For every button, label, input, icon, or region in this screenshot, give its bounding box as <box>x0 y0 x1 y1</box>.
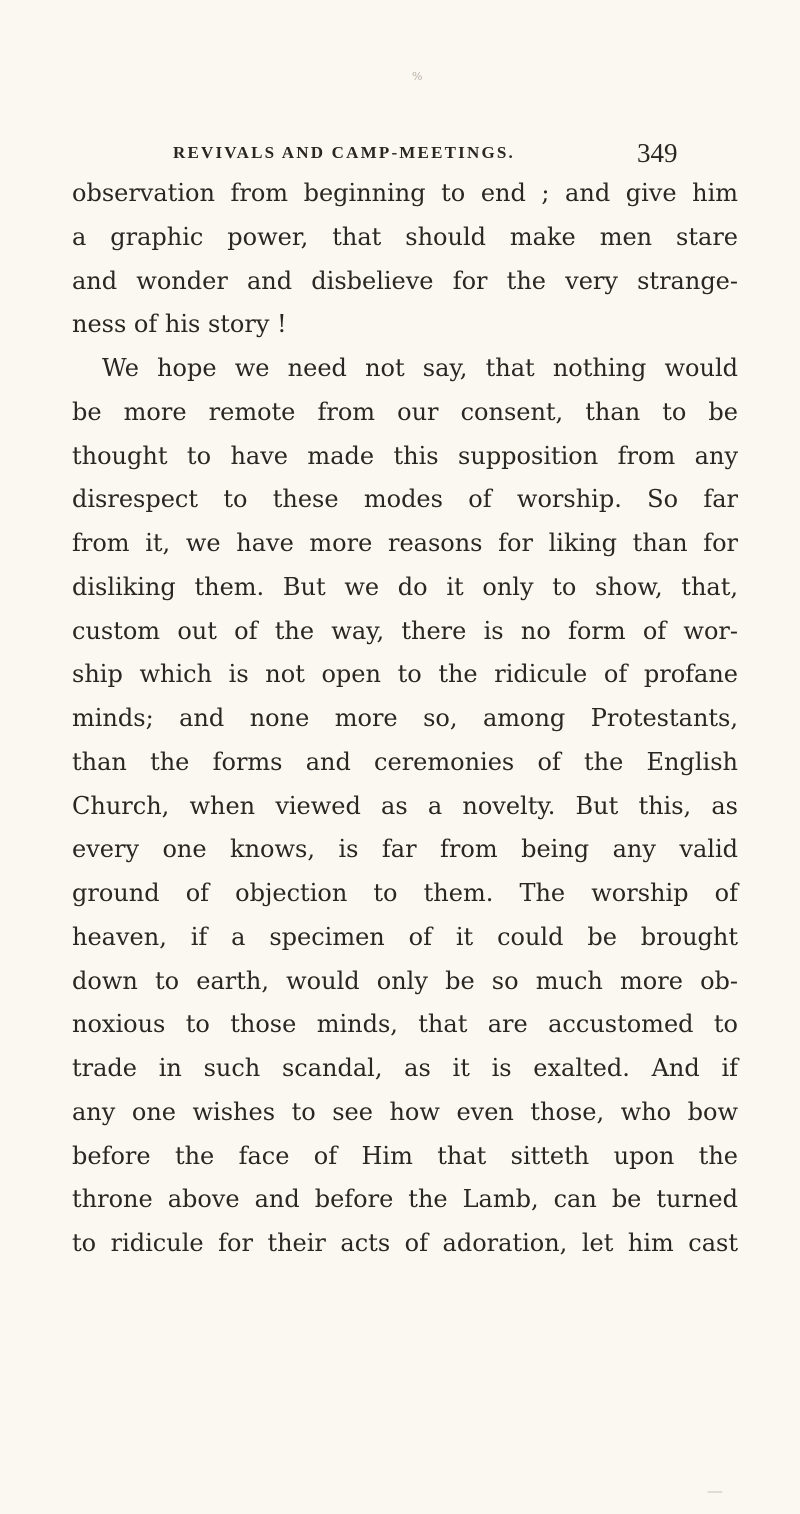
text-line: than the forms and ceremonies of the English <box>72 747 738 776</box>
text-line: every one knows, is far from being any valid <box>72 835 738 864</box>
text-line: ness of his story ! <box>72 310 287 339</box>
text-line: noxious to those minds, that are accustomed to <box>72 1010 738 1039</box>
text-line: disliking them. But we do it only to show, that, <box>72 572 738 601</box>
text-line: minds; and none more so, among Protestants, <box>72 704 738 732</box>
text-line: down to earth, would only be so much more ob- <box>72 966 738 995</box>
bottom-printer-mark: — <box>707 1481 723 1500</box>
text-line: throne above and before the Lamb, can be turned <box>72 1185 738 1214</box>
text-line: and wonder and disbelieve for the very strange- <box>72 266 738 295</box>
text-line: disrespect to these modes of worship. So far <box>72 485 738 514</box>
text-line: before the face of Him that sitteth upon the <box>72 1141 738 1170</box>
body-text <box>72 172 738 1266</box>
text-line: be more remote from our consent, than to be <box>72 397 738 426</box>
text-line: a graphic power, that should make men stare <box>72 222 738 251</box>
text-line: to ridicule for their acts of adoration, let him cast <box>72 1229 738 1257</box>
text-line: trade in such scandal, as it is exalted. And if <box>72 1054 738 1082</box>
text-line: any one wishes to see how even those, who bow <box>72 1097 738 1126</box>
text-line: observation from beginning to end ; and give him <box>72 179 738 207</box>
text-line: thought to have made this supposition from any <box>72 441 738 470</box>
text-line: We hope we need not say, that nothing would <box>102 354 738 382</box>
text-line: custom out of the way, there is no form of wor- <box>72 616 738 645</box>
text-line: heaven, if a specimen of it could be brought <box>72 922 738 951</box>
page-number: 349 <box>637 138 678 168</box>
text-line: from it, we have more reasons for liking than for <box>72 529 738 557</box>
top-printer-mark: % <box>412 70 423 83</box>
text-line: ground of objection to them. The worship of <box>72 879 738 907</box>
text-line: ship which is not open to the ridicule of profane <box>72 660 738 689</box>
text-line: Church, when viewed as a novelty. But this, as <box>72 791 738 820</box>
running-head-title: REVIVALS AND CAMP-MEETINGS. <box>173 143 515 162</box>
